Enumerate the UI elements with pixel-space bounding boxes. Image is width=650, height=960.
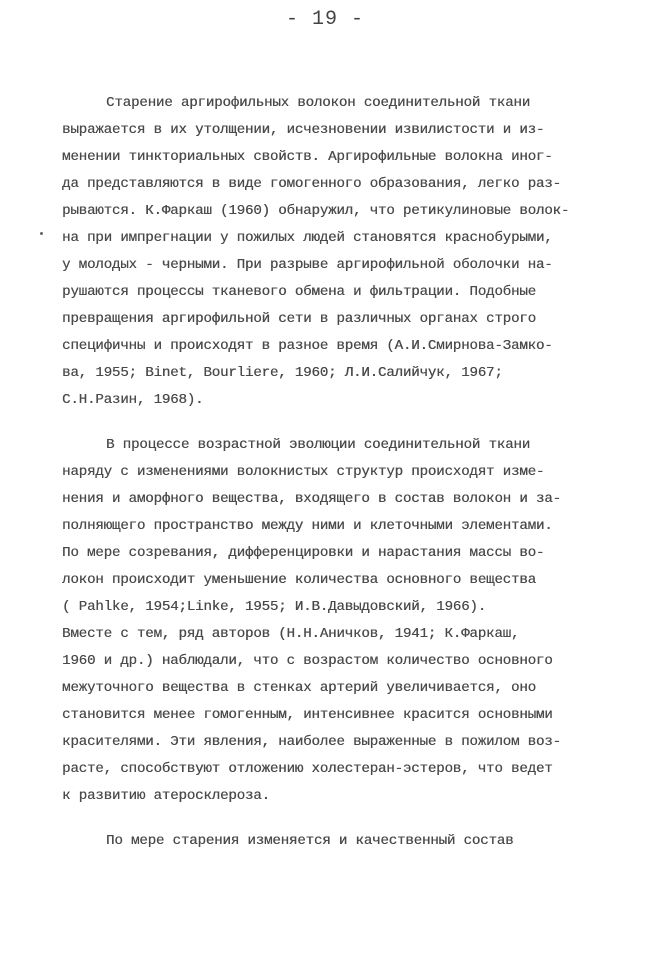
text-line: превращения аргирофильной сети в различных органах строго <box>62 311 536 327</box>
text-line: красителями. Эти явления, наиболее выраженные в пожилом воз- <box>62 734 561 750</box>
text-line: выражается в их утолщении, исчезновении извилистости и из- <box>62 122 545 138</box>
text-line: нения и аморфного вещества, входящего в состав волокон и за- <box>62 491 561 507</box>
text-line: По мере созревания, дифференцировки и нарастания массы во- <box>62 545 545 561</box>
text-line: По мере старения изменяется и качественный состав <box>106 833 514 849</box>
text-line: к развитию атеросклероза. <box>62 788 270 804</box>
text-line: 1960 и др.) наблюдали, что с возрастом количество основного <box>62 653 553 669</box>
text-line: Вместе с тем, ряд авторов (Н.Н.Аничков, 1941; К.Фаркаш, <box>62 626 520 642</box>
text-line: у молодых - черными. При разрыве аргирофильной оболочки на- <box>62 257 553 273</box>
text-line: специфичны и происходят в разное время (А.И.Смирнова-Замко- <box>62 338 553 354</box>
text-line: рываются. К.Фаркаш (1960) обнаружил, что ретикулиновые волок- <box>62 203 570 219</box>
text-line: ва, 1955; Binet, Bourliere, 1960; Л.И.Салийчук, 1967; <box>62 365 503 381</box>
text-line: С.Н.Разин, 1968). <box>62 392 204 408</box>
margin-mark <box>40 232 43 235</box>
text-line: наряду с изменениями волокнистых структур происходят изме- <box>62 464 545 480</box>
body-text <box>62 90 602 855</box>
text-line: расте, способствуют отложению холестеран-эстеров, что ведет <box>62 761 553 777</box>
text-line: на при импрегнации у пожилых людей становятся краснобурыми, <box>62 230 553 246</box>
text-line: полняющего пространство между ними и клеточными элементами. <box>62 518 553 534</box>
text-line: да представляются в виде гомогенного образования, легко раз- <box>62 176 561 192</box>
text-line: межуточного вещества в стенках артерий увеличивается, оно <box>62 680 536 696</box>
text-line: Старение аргирофильных волокон соединительной ткани <box>106 95 531 111</box>
text-line: ( Pahlke, 1954;Linke, 1955; И.В.Давыдовский, 1966). <box>62 599 487 615</box>
text-line: менении тинкториальных свойств. Аргирофильные волокна иног- <box>62 149 553 165</box>
text-line: В процессе возрастной эволюции соединительной ткани <box>106 437 531 453</box>
paragraph <box>62 432 602 810</box>
paragraph <box>62 90 602 414</box>
page-number: - 19 - <box>285 8 364 31</box>
text-line: рушаются процессы тканевого обмена и фильтрации. Подобные <box>62 284 536 300</box>
text-line: локон происходит уменьшение количества основного вещества <box>62 572 536 588</box>
paragraph <box>62 828 602 855</box>
text-line: становится менее гомогенным, интенсивнее красится основными <box>62 707 553 723</box>
